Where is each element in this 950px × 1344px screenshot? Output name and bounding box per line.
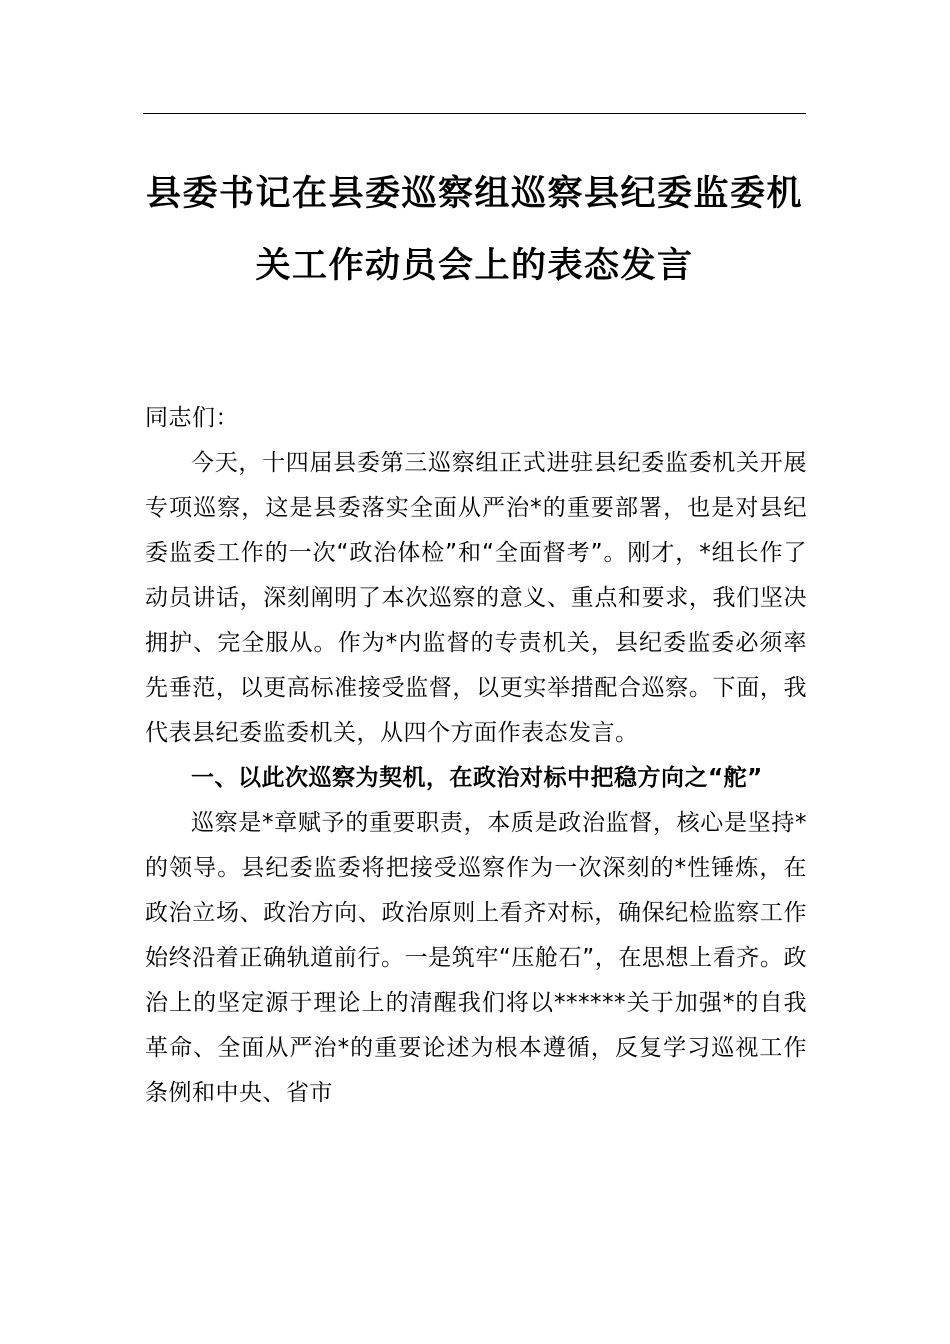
document-body [145, 396, 807, 1116]
header-rule [143, 113, 806, 114]
section-heading-1: 一、以此次巡察为契机，在政治对标中把稳方向之“舵” [191, 765, 763, 791]
document-title [143, 158, 806, 302]
salutation: 同志们： [145, 405, 239, 431]
title-line-1: 县委书记在县委巡察组巡察县纪委监委机 [145, 173, 803, 214]
section-1-paragraph: 巡察是*章赋予的重要职责，本质是政治监督，核心是坚持*的领导。县纪委监委将把接受巡察作为一次深刻的*性锤炼，在政治立场、政治方向、政治原则上看齐对标，确保纪检监察工作始终沿着正确轨道前行。一是筑牢“压舱石”，在思想上看齐。政治上的坚定源于理论上的清醒我们将以******关于加强*的自我革命、全面从严治*的重要论述为根本遵循，反复学习巡视工作条例和中央、省市 [145, 810, 807, 1106]
title-line-2: 关工作动员会上的表态发言 [255, 245, 694, 286]
opening-paragraph: 今天，十四届县委第三巡察组正式进驻县纪委监委机关开展专项巡察，这是县委落实全面从严治*的重要部署，也是对县纪委监委工作的一次“政治体检”和“全面督考”。刚才，*组长作了动员讲话，深刻阐明了本次巡察的意义、重点和要求，我们坚决拥护、完全服从。作为*内监督的专责机关，县纪委监委必须率先垂范，以更高标准接受监督，以更实举措配合巡察。下面，我代表县纪委监委机关，从四个方面作表态发言。 [145, 450, 807, 746]
